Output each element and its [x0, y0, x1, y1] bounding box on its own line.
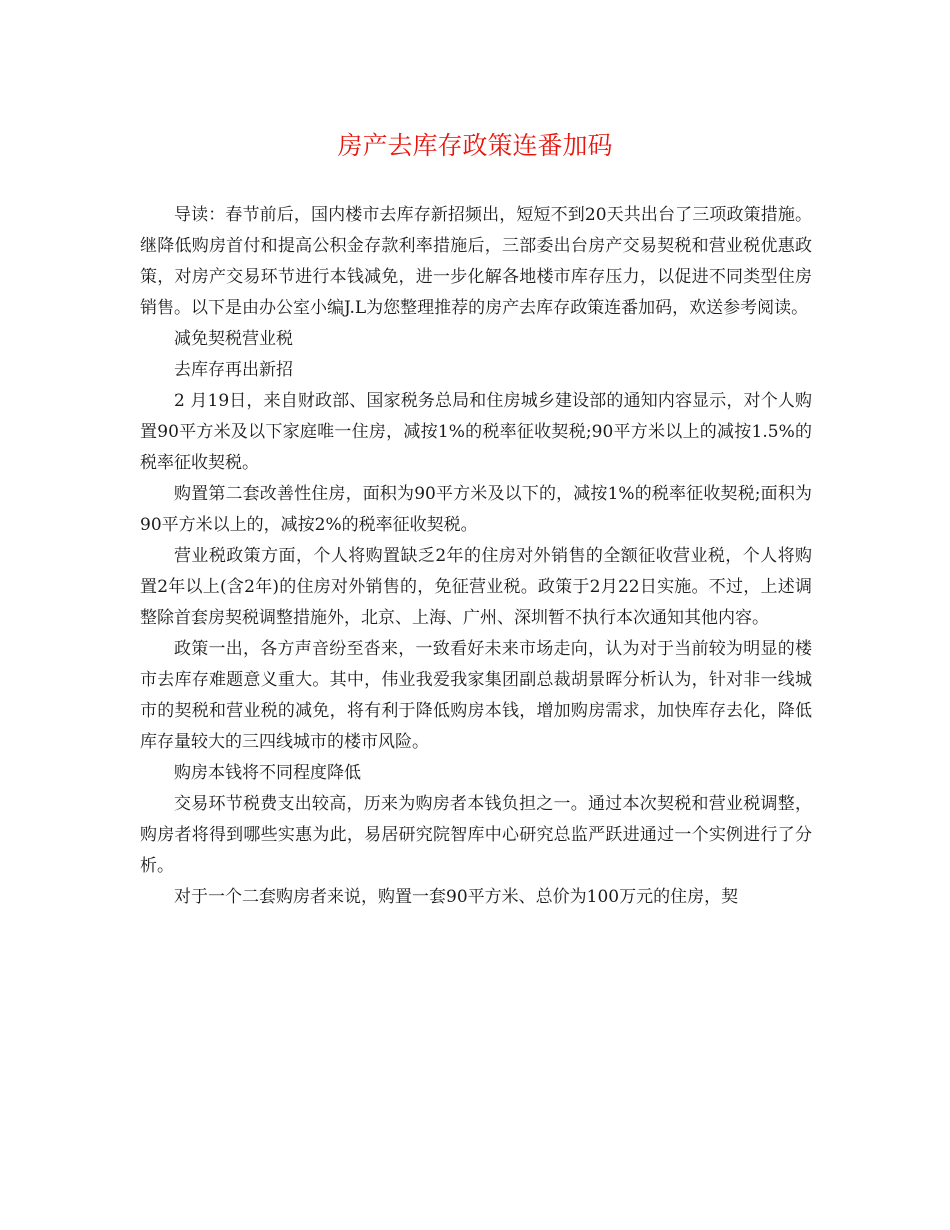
- paragraph-transaction-costs: 交易环节税费支出较高，历来为购房者本钱负担之一。通过本次契税和营业税调整，购房者将得到哪些实惠为此，易居研究院智库中心研究总监严跃进通过一个实例进行了分析。: [140, 794, 812, 876]
- subheading-tax-reduction: 减免契税营业税: [174, 329, 293, 349]
- paragraph-example: 对于一个二套购房者来说，购置一套90平方米、总价为100万元的住房，契: [174, 887, 739, 907]
- intro-paragraph: 导读：春节前后，国内楼市去库存新招频出，短短不到20天共出台了三项政策措施。继降低购房首付和提高公积金存款利率措施后，三部委出台房产交易契税和营业税优惠政策，对房产交易环节进行本钱减免，进一步化解各地楼市库存压力，以促进不同类型住房销售。以下是由办公室小编J.L为您整理推荐的房产去库存政策连番加码，欢送参考阅读。: [140, 205, 812, 318]
- document-body: [140, 200, 812, 913]
- paragraph-market-reaction: 政策一出，各方声音纷至沓来，一致看好未来市场走向，认为对于当前较为明显的楼市去库存难题意义重大。其中，伟业我爱我家集团副总裁胡景晖分析认为，针对非一线城市的契税和营业税的减免，将有利于降低购房本钱，增加购房需求，加快库存去化，降低库存量较大的三四线城市的楼市风险。: [140, 639, 812, 752]
- subheading-new-measures: 去库存再出新招: [174, 360, 293, 380]
- paragraph-deed-tax-first-home: 2 月19日，来自财政部、国家税务总局和住房城乡建设部的通知内容显示，对个人购置90平方米及以下家庭唯一住房，减按1%的税率征收契税;90平方米以上的减按1.5%的税率征收契税。: [140, 391, 812, 473]
- document-title: 房产去库存政策连番加码: [337, 131, 613, 160]
- paragraph-deed-tax-second-home: 购置第二套改善性住房，面积为90平方米及以下的，减按1%的税率征收契税;面积为90平方米以上的，减按2%的税率征收契税。: [140, 484, 812, 535]
- paragraph-business-tax: 营业税政策方面，个人将购置缺乏2年的住房对外销售的全额征收营业税，个人将购置2年以上(含2年)的住房对外销售的，免征营业税。政策于2月22日实施。不过，上述调整除首套房契税调整措施外，北京、上海、广州、深圳暂不执行本次通知其他内容。: [140, 546, 812, 628]
- subheading-cost-reduction: 购房本钱将不同程度降低: [174, 763, 361, 783]
